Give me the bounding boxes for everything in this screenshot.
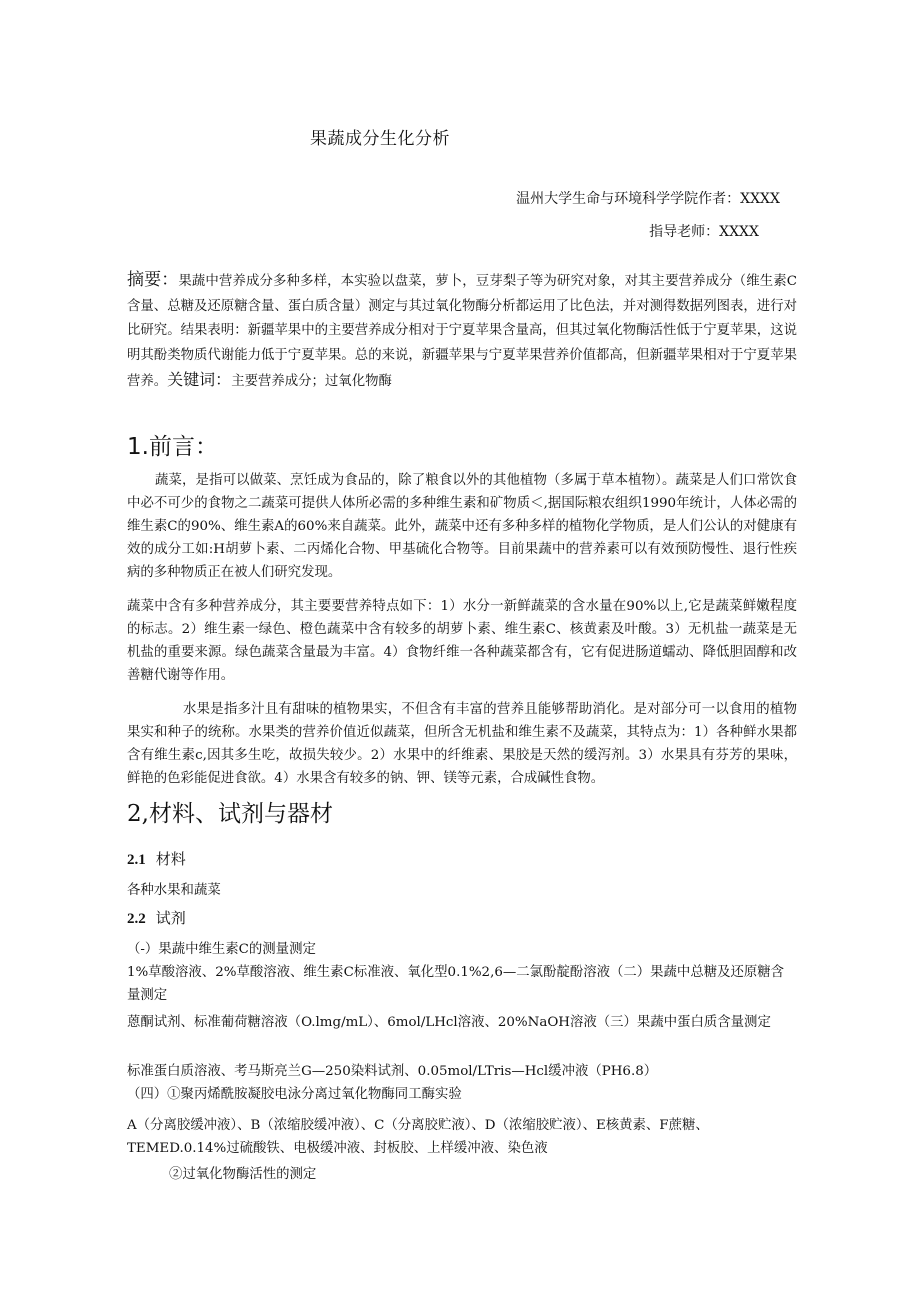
author-affiliation: 温州大学生命与环境科学学院作者：XXXX bbox=[516, 191, 780, 207]
reagent-line: ②过氧化物酶活性的测定 bbox=[169, 1167, 317, 1182]
section-heading-introduction: 1.前言： bbox=[127, 434, 218, 460]
reagent-line: 标准蛋白质溶液、考马斯亮兰G—250染料试剂、0.05mol/LTris—Hcl缓冲液（PH6.8） bbox=[127, 1064, 658, 1079]
reagent-line: （-）果蔬中维生素C的测量测定 bbox=[127, 942, 316, 957]
keywords-text: 主要营养成分；过氧化物酶 bbox=[231, 374, 392, 389]
subsection-title: 材料 bbox=[155, 850, 186, 868]
intro-paragraph-nutrients: 蔬菜中含有多种营养成分，其主要要营养特点如下：1）水分一新鲜蔬菜的含水量在90%以上,它是蔬菜鲜嫩程度的标志。2）维生素一绿色、橙色蔬菜中含有较多的胡萝卜素、维生素C、核黄素及叶酸。3）无机盐一蔬菜是无机盐的重要来源。绿色蔬菜含量最为丰富。4）食物纤维一各种蔬菜都含有，它有促进肠道蠕动、降低胆固醇和改善糖代谢等作用。 bbox=[127, 599, 797, 683]
intro-paragraph-fruits: 水果是指多汁且有甜味的植物果实，不但含有丰富的营养且能够帮助消化。是对部分可一以食用的植物果实和种子的统称。水果类的营养价值近似蔬菜，但所含无机盐和维生素不及蔬菜，其特点为：1）各种鲜水果都含有维生素c,因其多生吃，故损失较少。2）水果中的纤维素、果胶是天然的缓泻剂。3）水果具有芬芳的果味，鲜艳的色彩能促进食欲。4）水果含有较多的钠、钾、镁等元素，合成碱性食物。 bbox=[127, 702, 797, 786]
keywords-label: 关键词： bbox=[167, 370, 232, 389]
abstract-text: 果蔬中营养成分多种多样，本实验以盘菜，萝卜，豆芽梨子等为研究对象，对其主要营养成分（维生素C含量、总糖及还原糖含量、蛋白质含量）测定与其过氧化物酶分析都运用了比色法，并对测得数据列图表，进行对比研究。结果表明：新疆苹果中的主要营养成分相对于宁夏苹果含量高，但其过氧化物酶活性低于宁夏苹果，这说明其酚类物质代谢能力低于宁夏苹果。总的来说，新疆苹果与宁夏苹果营养价值都高，但新疆苹果相对于宁夏苹果营养。 bbox=[127, 274, 797, 389]
reagent-line: A（分离胶缓冲液）、B（浓缩胶缓冲液）、C（分离胶贮液）、D（浓缩胶贮液）、E核黄素、F蔗糖、TEMED.0.14%过硫酸铁、电极缓冲液、封板胶、上样缓冲液、染色液 bbox=[127, 1118, 709, 1156]
subsection-heading-materials bbox=[127, 848, 186, 869]
materials-text: 各种水果和蔬菜 bbox=[127, 883, 221, 898]
section-heading-materials: 2,材料、试剂与器材 bbox=[127, 801, 333, 827]
intro-paragraph-vegetables: 蔬菜，是指可以做菜、烹饪成为食品的，除了粮食以外的其他植物（多属于草本植物）。蔬菜是人们口常饮食中必不可少的食物之二蔬菜可提供人体所必需的多种维生素和矿物质＜,据国际粮农组织1990年统计，人体必需的维生素C的90%、维生素A的60%来自蔬菜。此外，蔬菜中还有多种多样的植物化学物质，是人们公认的对健康有效的成分工如:H胡萝卜素、二丙烯化合物、甲基硫化合物等。目前果蔬中的营养素可以有效预防慢性、退行性疾病的多种物质正在被人们研究发现。 bbox=[127, 473, 797, 580]
reagent-line: （四）①聚丙烯酰胺凝胶电泳分离过氧化物酶同工酶实验 bbox=[127, 1087, 462, 1102]
subsection-heading-reagents bbox=[127, 907, 186, 928]
subsection-number: 2.2 bbox=[127, 911, 146, 927]
advisor: 指导老师：XXXX bbox=[649, 224, 759, 240]
abstract-label: 摘要： bbox=[127, 270, 179, 290]
reagent-line: 1%草酸溶液、2%草酸溶液、维生素C标准液、氧化型0.1%2,6—二氯酚靛酚溶液（二）果蔬中总糖及还原糖含量测定 bbox=[127, 965, 785, 1003]
subsection-title: 试剂 bbox=[155, 909, 186, 927]
paper-title: 果蔬成分生化分析 bbox=[310, 129, 450, 149]
subsection-number: 2.1 bbox=[127, 852, 146, 868]
abstract bbox=[127, 268, 797, 395]
reagent-line: 蒽酮试剂、标准葡荷糖溶液（O.lmg/mL）、6mol/LHcl溶液、20%NaOH溶液（三）果蔬中蛋白质含量测定 bbox=[127, 1015, 771, 1030]
